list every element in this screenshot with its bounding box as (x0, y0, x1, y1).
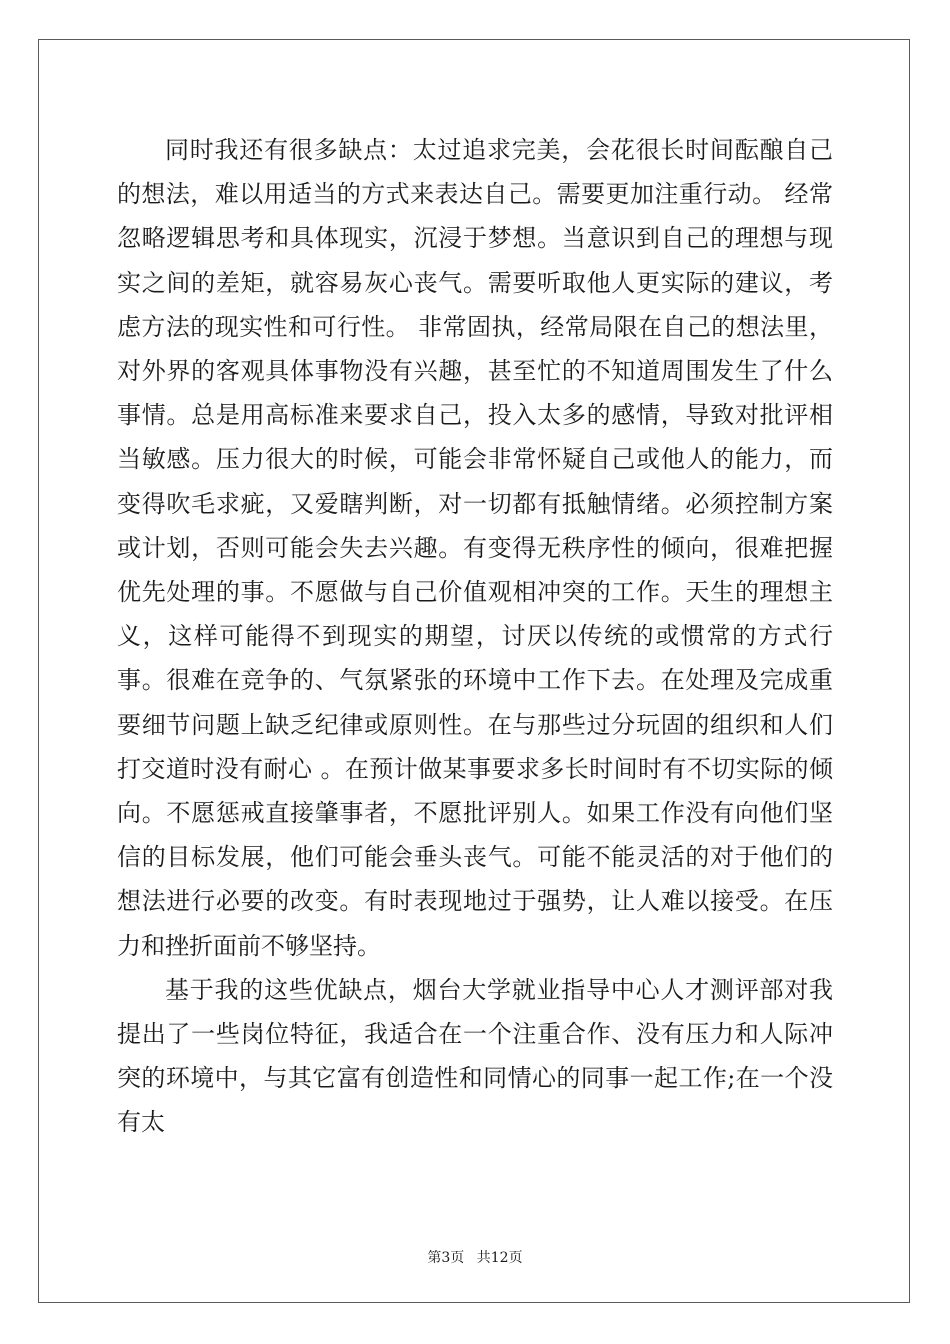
page-total: 共12页 (476, 1250, 523, 1266)
page-footer (0, 1247, 950, 1267)
page-number: 第3页 (427, 1250, 465, 1266)
document-body (117, 128, 833, 1145)
paragraph-weaknesses: 同时我还有很多缺点：太过追求完美，会花很长时间酝酿自己的想法，难以用适当的方式来表达自己。需要更加注重行动。 经常忽略逻辑思考和具体现实，沉浸于梦想。当意识到自己的理想与现实之间的差矩，就容易灰心丧气。需要听取他人更实际的建议，考虑方法的现实性和可行性。 非常固执，经常局限在自己的想法里，对外界的客观具体事物没有兴趣，甚至忙的不知道周围发生了什么事情。总是用高标准来要求自己，投入太多的感情，导致对批评相当敏感。压力很大的时候，可能会非常怀疑自己或他人的能力，而变得吹毛求疵，又爱瞎判断，对一切都有抵触情绪。必须控制方案或计划，否则可能会失去兴趣。有变得无秩序性的倾向，很难把握优先处理的事。不愿做与自己价值观相冲突的工作。天生的理想主义，这样可能得不到现实的期望，讨厌以传统的或惯常的方式行事。很难在竞争的、气氛紧张的环境中工作下去。在处理及完成重要细节问题上缺乏纪律或原则性。在与那些过分玩固的组织和人们打交道时没有耐心 。在预计做某事要求多长时间时有不切实际的倾向。不愿惩戒直接肇事者，不愿批评别人。如果工作没有向他们坚信的目标发展，他们可能会垂头丧气。可能不能灵活的对于他们的想法进行必要的改变。有时表现地过于强势，让人难以接受。在压力和挫折面前不够坚持。 (117, 136, 833, 960)
paragraph-job-features: 基于我的这些优缺点，烟台大学就业指导中心人才测评部对我提出了一些岗位特征，我适合在一个注重合作、没有压力和人际冲突的环境中，与其它富有创造性和同情心的同事一起工作;在一个没有太 (117, 975, 833, 1137)
